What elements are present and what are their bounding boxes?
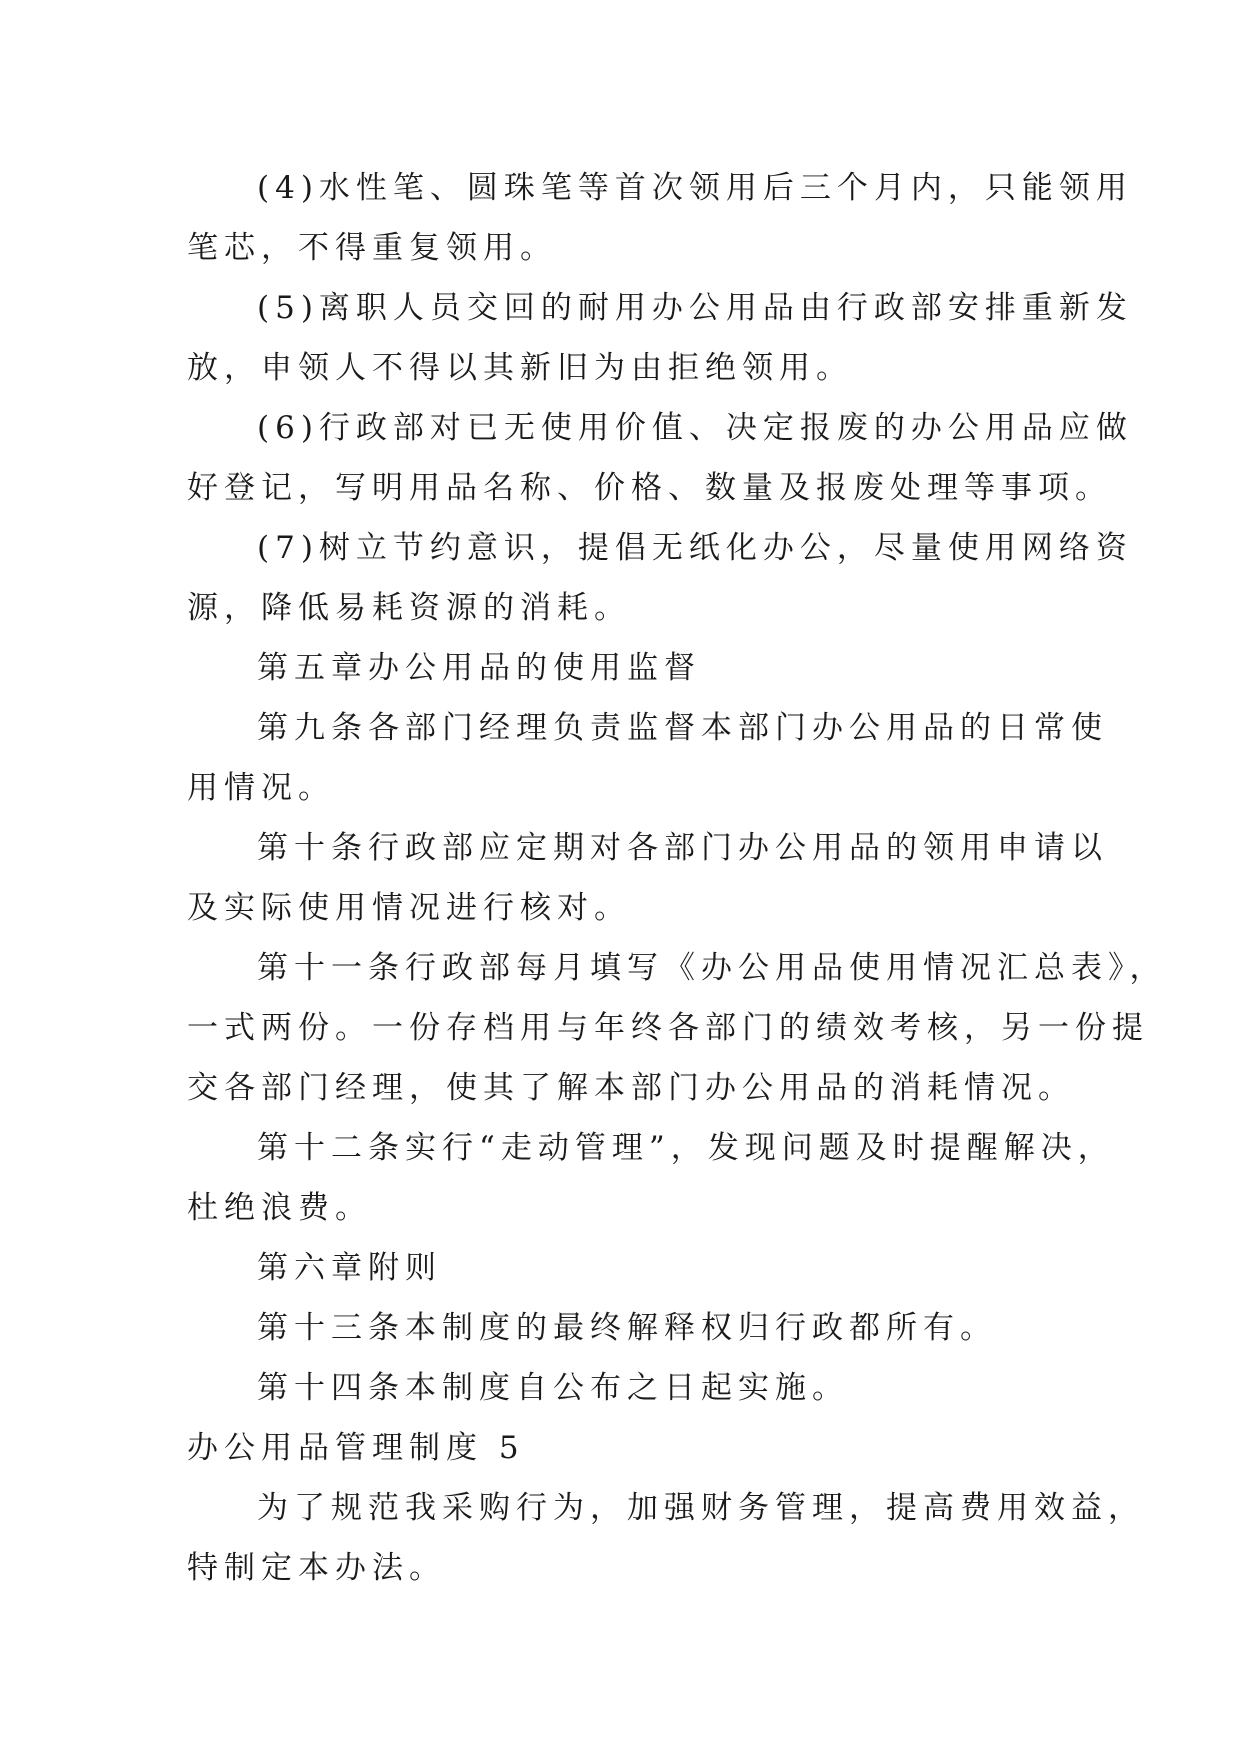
paragraph-line: 第十四条本制度自公布之日起实施。 xyxy=(257,1370,849,1406)
chapter-heading: 第五章办公用品的使用监督 xyxy=(257,650,701,686)
paragraph-line: (4)水性笔、圆珠笔等首次领用后三个月内，只能领用 xyxy=(257,170,1133,206)
paragraph-line: 源，降低易耗资源的消耗。 xyxy=(187,590,631,626)
paragraph-line: 特制定本办法。 xyxy=(187,1550,446,1586)
chapter-heading: 第六章附则 xyxy=(257,1250,442,1286)
paragraph-line: 第十条行政部应定期对各部门办公用品的领用申请以 xyxy=(257,830,1108,866)
paragraph-line: 及实际使用情况进行核对。 xyxy=(187,890,631,926)
paragraph-line: 放，申领人不得以其新旧为由拒绝领用。 xyxy=(187,350,853,386)
paragraph-line: (6)行政部对已无使用价值、决定报废的办公用品应做 xyxy=(257,410,1133,446)
paragraph-line: 杜绝浪费。 xyxy=(187,1190,372,1226)
section-title: 办公用品管理制度 5 xyxy=(187,1430,525,1466)
paragraph-line: 第十三条本制度的最终解释权归行政都所有。 xyxy=(257,1310,997,1346)
paragraph-line: 用情况。 xyxy=(187,770,335,806)
paragraph-line: 为了规范我采购行为，加强财务管理，提高费用效益， xyxy=(257,1490,1145,1526)
paragraph-line: 第九条各部门经理负责监督本部门办公用品的日常使 xyxy=(257,710,1108,746)
paragraph-line: 第十二条实行“走动管理”，发现问题及时提醒解决， xyxy=(257,1130,1115,1166)
paragraph-line: 第十一条行政部每月填写《办公用品使用情况汇总表》， xyxy=(257,950,1167,986)
paragraph-line: 好登记，写明用品名称、价格、数量及报废处理等事项。 xyxy=(187,470,1112,506)
paragraph-line: (7)树立节约意识，提倡无纸化办公，尽量使用网络资 xyxy=(257,530,1133,566)
paragraph-line: 笔芯，不得重复领用。 xyxy=(187,230,557,266)
paragraph-line: 交各部门经理，使其了解本部门办公用品的消耗情况。 xyxy=(187,1070,1075,1106)
paragraph-line: 一式两份。一份存档用与年终各部门的绩效考核，另一份提 xyxy=(187,1010,1149,1046)
document-body xyxy=(187,158,1167,1598)
paragraph-line: (5)离职人员交回的耐用办公用品由行政部安排重新发 xyxy=(257,290,1133,326)
